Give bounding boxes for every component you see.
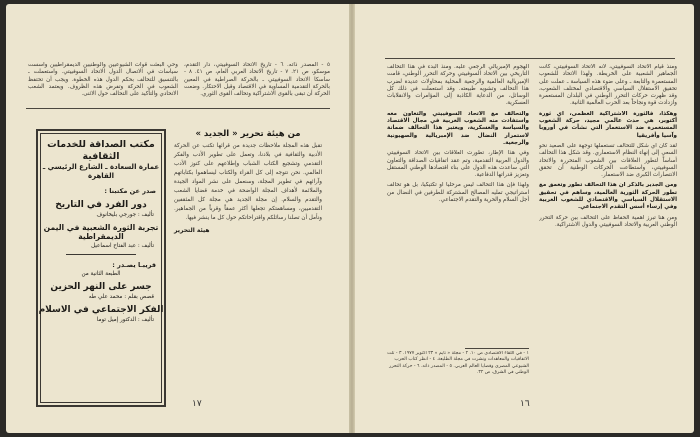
page-17 (6, 4, 349, 433)
ad-section-forthcoming: قريبـا يصـدر : (112, 261, 156, 269)
ad-section-subtitle: الطبعة الثانية من (81, 271, 121, 277)
left-top-text-right: ٥ - المصدر ذاته. ٦ - تاريخ الاتحاد السوفييتي، دار التقدم، موسكو، ص ٢١. ٧ - تاريخ الاتحاد العربي العام، ص ٤١. ٨ - ساسكا الاتحاد السوفييتي ـ بالحركة الصراطية في المعين بالحركة التقدمية المساوية في الاقتصاد وقبل الاحتكار. وضعت الحركة أن تبقى بالقوى الاشتراكية وتحالف القوى الثوري. (184, 62, 330, 98)
ad-separator (66, 254, 136, 255)
paragraph: الهجوم الإمبريالي الرجعي عليه. ومنذ البدء في هذا التحالف التاريخي بين الاتحاد السوفييتي وحركة التحرر الوطني، قامت الإمبريالية العالمية والرجعية المحلية بمحاولات عديدة لضرب هذا التحالف وتشويه طبيعته. وقد استعملت في ذلك كل الوسائل، من الدعاية الكاذبة إلى المؤامرات والانقلابات العسكرية. (387, 64, 529, 107)
bookshop-ad (36, 129, 166, 407)
paragraph: ومن هنا تبرز أهمية الحفاظ على التحالف بين حركة التحرر الوطني العربية والاتحاد السوفييتي والدول الاشتراكية. (539, 214, 677, 228)
ad-book-title: الفكر الاجتماعي في الاسلام (38, 305, 164, 315)
editorial-note (174, 129, 322, 399)
left-column (387, 64, 529, 346)
page-number: ١٧ (192, 399, 202, 409)
ad-book-title: دور الفرد في التاريخ (55, 200, 147, 210)
paragraph: وفي هذا الإطار، تطورت العلاقات بين الاتحاد السوفييتي والدول العربية التقدمية، وتم عقد اتفاقيات الصداقة والتعاون التي ساعدت هذه الدول على بناء اقتصادها الوطني المستقل وتعزيز قدراتها الدفاعية. (387, 150, 529, 179)
editorial-heading: من هيئة تحرير « الجديد » (195, 129, 301, 139)
ad-address: عمارة السعادة ـ الشارع الرئيسي ـ القاهرة (42, 163, 160, 180)
paragraph: ومنذ قيام الاتحاد السوفييتي، لأنه الاتحاد السوفييتي، كانت الجماهير الشعبية على الخريطة. ولهذا الاتحاد للشعوب المستعمرة والتابعة ـ وعلى ضوء هذه السياسة ـ عملت على تحقيق الاستقلال السياسي والاقتصادي لمختلف الشعوب، وقد ظهرت حركات التحرر الوطني في البلدان المستعمرة وازدادت قوة ونجاحاً بعد الحرب العالمية الثانية. (539, 64, 677, 107)
bold-paragraph: ومن الجدير بالذكر أن هذا التحالف تطور وتعمق مع تطور الحركة الثورية العالمية، وساهم في تحقيق الاستقلال السياسي والاقتصادي للشعوب العربية وفي إرساء أسس التقدم الاجتماعي. (539, 182, 677, 211)
ad-org-name: مكتب الصداقة للخدمات الثقافية (47, 139, 155, 162)
footnotes: ١ - في اللقاء الاقتصادي ص ١٠. ٢ - مجلة « تايم » ٢٣ أكتوبر ١٩٧٧. ٣ - تلت الاتفاقيات والمعاهدات ونشرت في مجلة الطليعة. ٤ - انظر كتاب الحزب الشيوعي المصري وقضايا العالم العربي. ٥ - المصدر ذاته. ٦ - حركة التحرر الوطني في الشرق، ص ٣٢. (387, 351, 529, 376)
left-top-text-left: وحي البعثت قوات الشيوعيين والوطنيين الديمقراطيين وأسست سياسات في الاتصال الدول الاتحاد السوفييتي. واستعملت ـ بالتنسيق للتحالف بحكم الدول هذه الخطوة. ويجب أن تحتفظ الشعوب في الحركة وتفرض هذه الظروف. ويعتمد الشعب الاتحادي والتأكيد على التحالف حول الاثنى. (28, 62, 178, 98)
editorial-body: تقبل هذه المجلة ملاحظات جديدة من قرائها تكتب عن الحركة الأدبية والثقافية في بلادنا، وتعمل على تطوير الأدب والفكر التقدمي وتشجيع الكتاب الشباب وإطلاعهم على كنوز الأدب العالمي. نحن نتوجه إلى كل القراء والكتاب ليساهموا بكتاباتهم وآرائهم في تطوير المجلة، وسنعمل على نشر المواد الجيدة والملائمة لأهداف المجلة الواضحة في خدمة قضايا الشعب والتقدم والسلام. إن مجلة الجديد هي مجلة كل المثقفين التقدميين، ومساهمتكم تجعلها أكثر عمقاً وقرباً من الجماهير. ونأمل أن تصلنا رسائلكم واقتراحاتكم حول كل ما ينشر فيها. (174, 143, 322, 221)
ad-book-author: تأليف : عبد الفتاح اسماعيل (91, 243, 154, 249)
editorial-signature: هيئة التحرير (174, 227, 210, 234)
ad-book-author: تأليف : الدكتور إميل توما (96, 317, 154, 323)
footnote-rule (465, 348, 529, 349)
bold-paragraph: والتحالف مع الاتحاد السوفييتي والتعاون معه واستفادت منه الشعوب العربية في مجال الاقتصاد والسياسة والعسكرية، ويعتبر هذا التحالف ضمانة لاستمرار النضال ضد الإمبريالية والصهيونية والرجعية. (387, 110, 529, 146)
ad-book-title: تجربة الثورة الشعبية في اليمن الديمقراطية (43, 223, 159, 241)
paragraph: لقد كان أي شكل للتحالف تستعملها توجهة على الصعيد نحو السعي إلى إنهاء النظام الاستعماري. وقد شكل هذا التحالف أساساً لتطور العلاقات بين الشعوب المتحررة والاتحاد السوفييتي، واستطاعت الحركات الوطنية أن تحقق الانتصارات الكبرى ضد الاستعمار. (539, 142, 677, 179)
paragraph: ولهذا فإن هذا التحالف ليس مرحلياً أو تكتيكياً، بل هو تحالف استراتيجي تمليه المصالح المشتركة للطرفين في النضال من أجل السلام والحرية والتقدم الاجتماعي. (387, 182, 529, 204)
right-column (539, 64, 677, 364)
ad-section-published: صدر عن مكتبنا : (104, 187, 156, 195)
page-number: ١٦ (520, 399, 530, 409)
book-spread (6, 4, 694, 433)
ad-book-author: تأليف : جورجي بليخانوف (96, 212, 154, 218)
page-16 (355, 4, 694, 433)
bold-paragraph: وهكذا، فالثورة الاشتراكية العظمى، أي ثورة أكتوبر، هي حدث عالمي مجيد، حركة الشعوب المستعمرة ضد الاستعمار التي نشأت في أوروبا وآسيا وأفريقيا (539, 110, 677, 139)
ad-book-author: قصص بقلم : محمد علي طه (88, 294, 154, 300)
ad-book-title: جسر على النهر الحزين (50, 282, 152, 292)
left-top-rule (26, 108, 330, 109)
right-top-rule (385, 58, 675, 59)
